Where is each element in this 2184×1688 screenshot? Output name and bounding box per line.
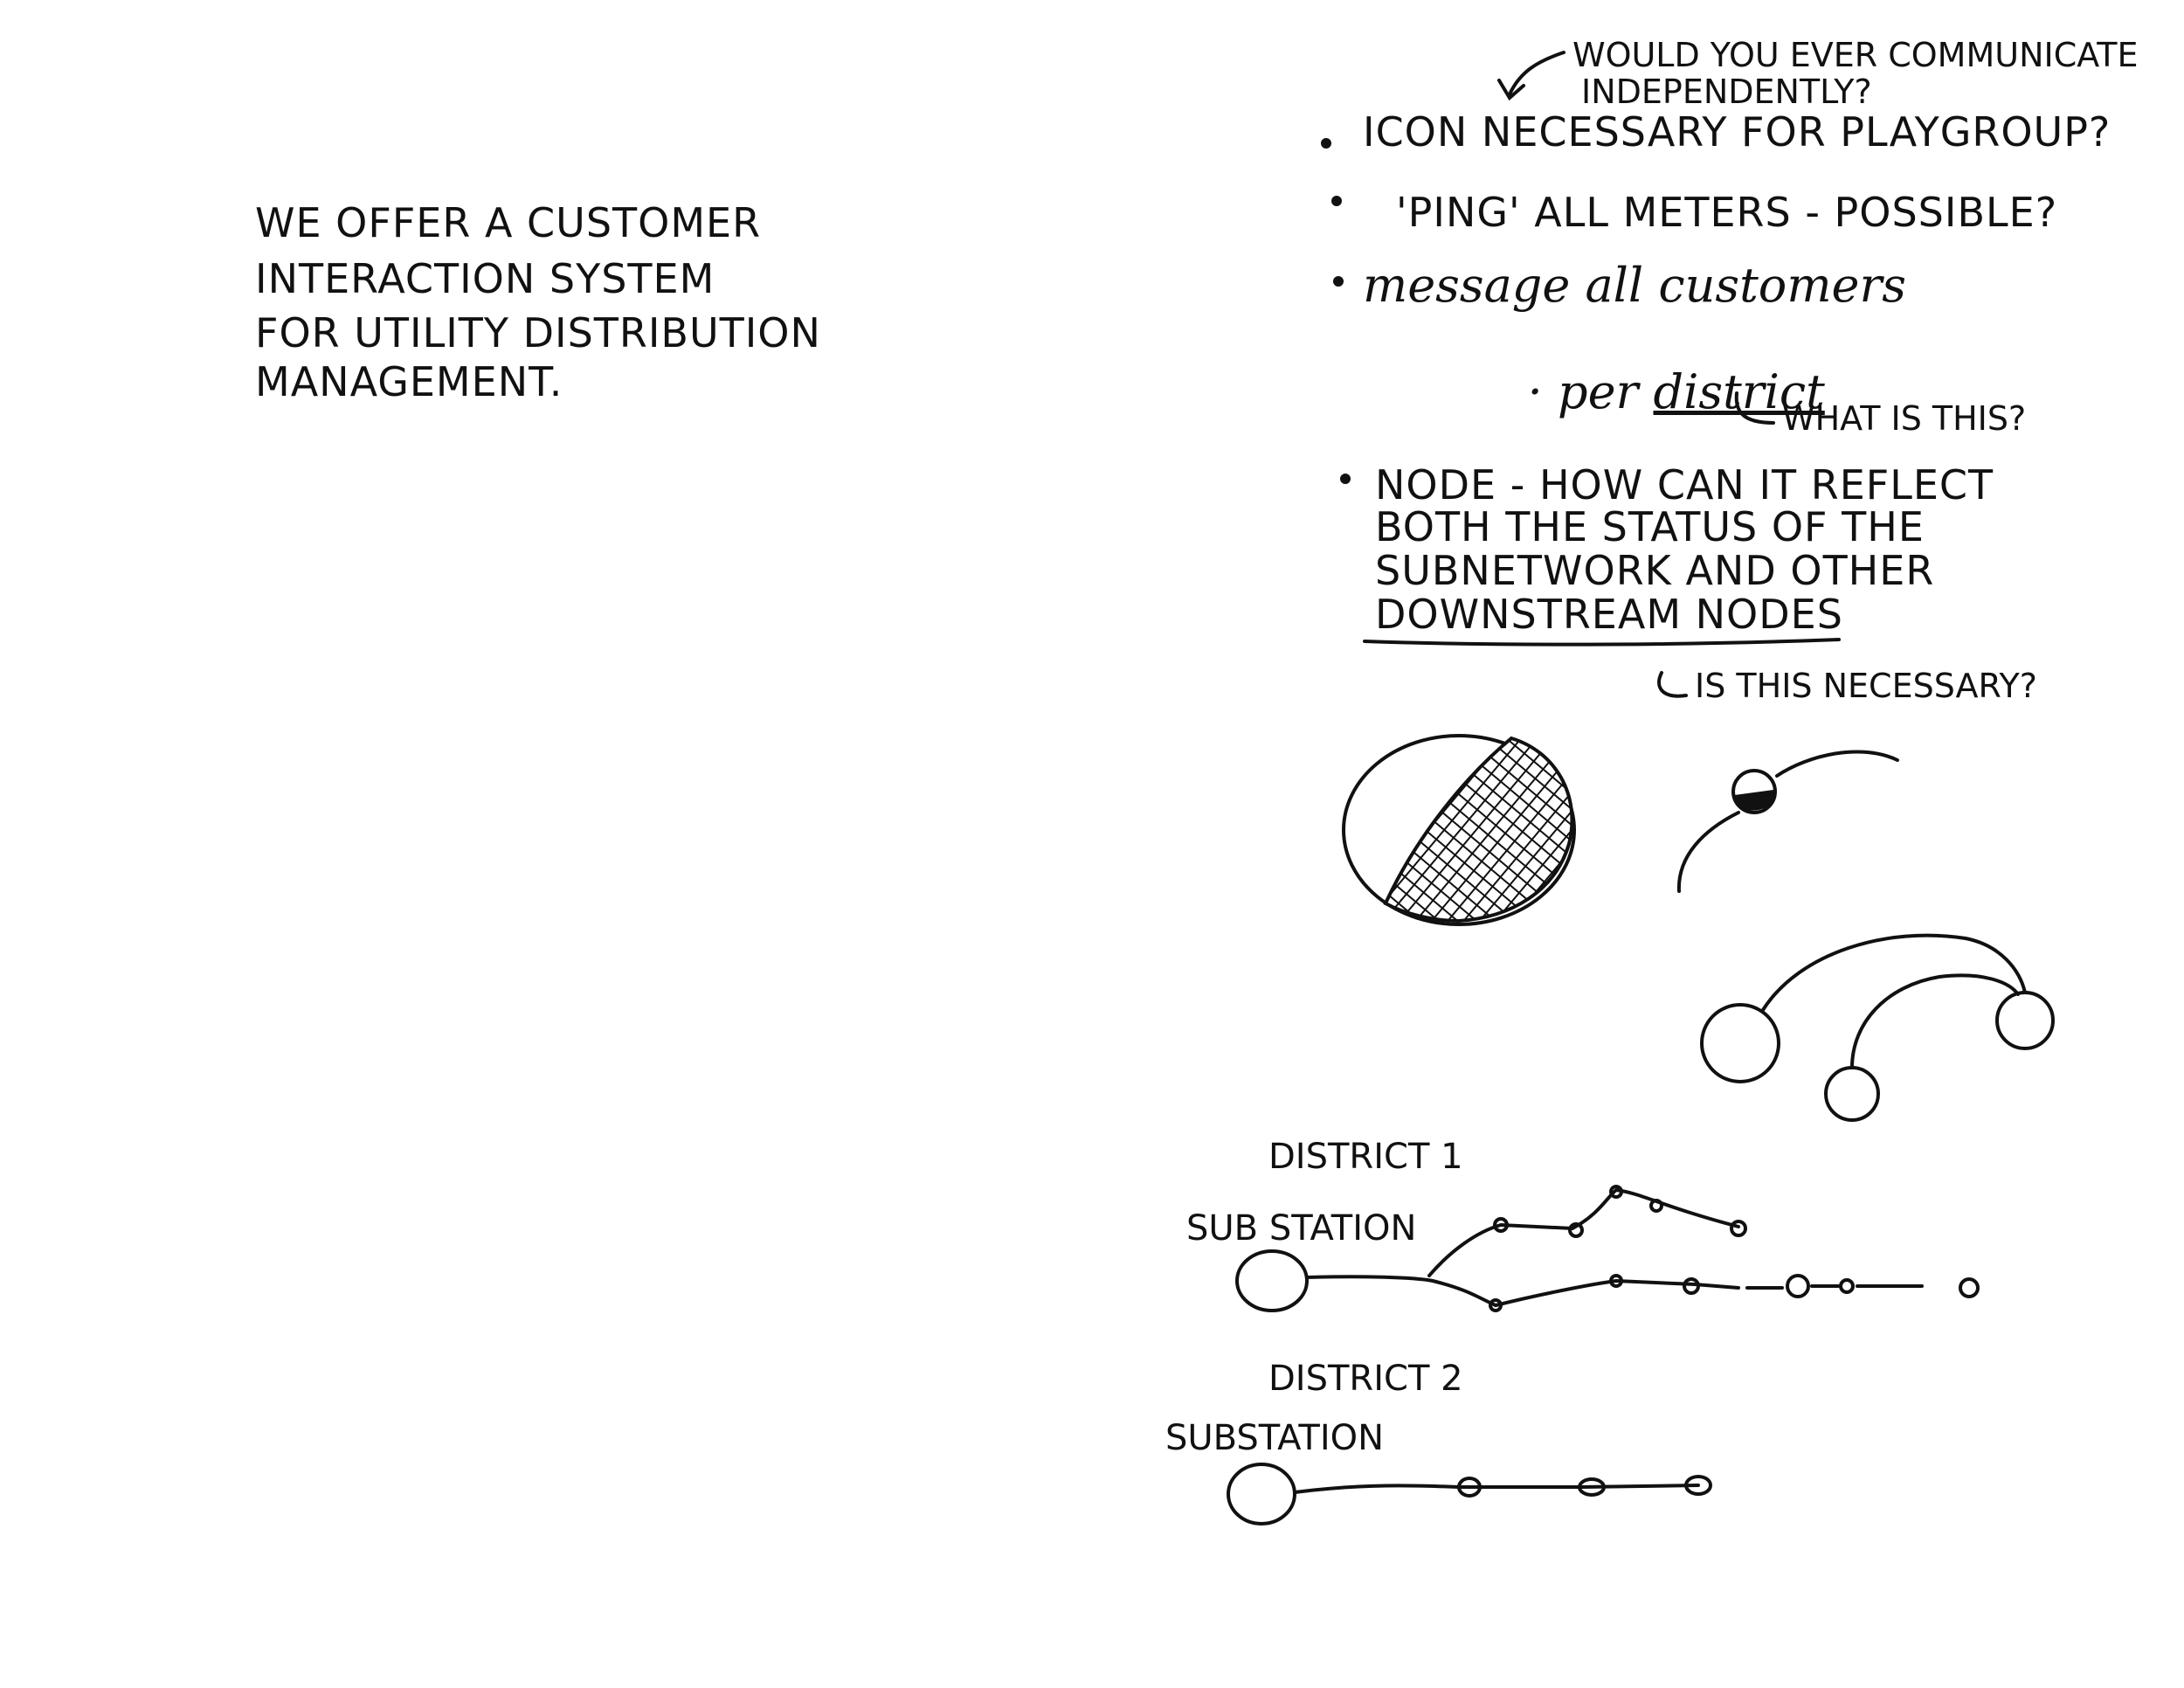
bullet-message-customers: message all customers — [1363, 258, 1907, 313]
necessary-hook — [1659, 673, 1686, 696]
node-underline — [1365, 640, 1839, 645]
district-1-tail-line — [1747, 1286, 1922, 1288]
question-what-is-this: WHAT IS THIS? — [1782, 399, 2027, 438]
small-node-curve-left — [1679, 813, 1738, 891]
bullet-dot-4 — [1342, 475, 1349, 482]
per-prefix: · per — [1527, 364, 1654, 419]
bullet-node-line-1: NODE - HOW CAN IT REFLECT — [1375, 461, 1994, 508]
district-word: district — [1653, 364, 1825, 419]
intro-line-3: FOR UTILITY DISTRIBUTION — [255, 309, 821, 356]
node-circle-bottom — [1826, 1068, 1878, 1120]
aside-arrow — [1510, 52, 1564, 94]
district-1-node-j — [1841, 1280, 1853, 1292]
intro-line-1: WE OFFER A CUSTOMER — [255, 199, 762, 246]
aside-note-line-1: WOULD YOU EVER COMMUNICATE — [1572, 36, 2139, 74]
bullet-dot-1 — [1323, 140, 1330, 147]
bullet-node-line-3: SUBNETWORK AND OTHER — [1375, 547, 1935, 594]
district-1-node-f — [1731, 1221, 1745, 1235]
district-1-substation-node — [1237, 1251, 1307, 1311]
district-1-node-k — [1960, 1279, 1978, 1297]
intro-line-4: MANAGEMENT. — [255, 358, 563, 405]
district-1-label: DISTRICT 1 — [1268, 1137, 1463, 1177]
bullet-node-line-4: DOWNSTREAM NODES — [1375, 591, 1843, 638]
aside-note-line-2: INDEPENDENTLY? — [1581, 73, 1872, 111]
district-1-node-e — [1651, 1200, 1662, 1211]
small-node-curve-right — [1777, 751, 1897, 776]
arc-bottom-to-right — [1852, 975, 2018, 1068]
node-circle-left — [1702, 1005, 1779, 1082]
bullet-ping-meters: 'PING' ALL METERS - POSSIBLE? — [1396, 189, 2058, 236]
question-is-necessary: IS THIS NECESSARY? — [1695, 667, 2037, 705]
what-hook — [1737, 393, 1773, 423]
bullet-dot-2 — [1333, 197, 1340, 204]
district-1-node-i — [1787, 1276, 1808, 1297]
district-1-main-line — [1307, 1276, 1496, 1305]
district-2-substation-node — [1228, 1464, 1295, 1524]
arc-left-to-right — [1763, 936, 2025, 1010]
district-2-label: DISTRICT 2 — [1268, 1359, 1463, 1399]
intro-line-2: INTERACTION SYSTEM — [255, 255, 715, 302]
district-2-line — [1295, 1485, 1698, 1492]
bullet-icon-necessary: ICON NECESSARY FOR PLAYGROUP? — [1363, 108, 2111, 156]
district-1-upper-branch — [1429, 1190, 1738, 1276]
node-circle-right — [1997, 993, 2053, 1048]
district-2-substation-label: SUBSTATION — [1165, 1418, 1385, 1458]
bullet-dot-3 — [1335, 278, 1342, 285]
district-1-substation-label: SUB STATION — [1186, 1208, 1417, 1249]
bullet-node-line-2: BOTH THE STATUS OF THE — [1375, 503, 1925, 550]
